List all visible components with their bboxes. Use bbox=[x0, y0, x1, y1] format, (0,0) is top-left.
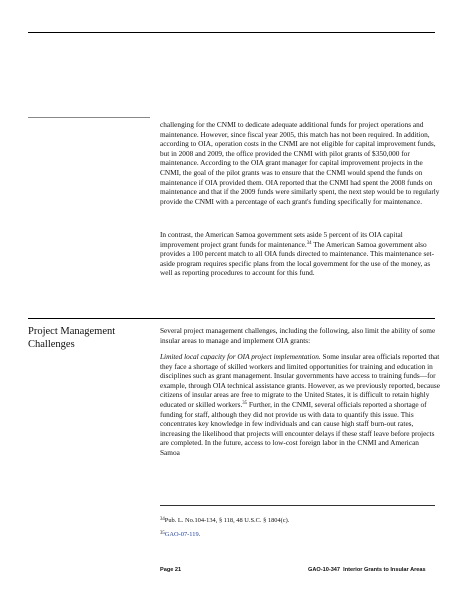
body-paragraph-2 bbox=[160, 230, 440, 286]
report-title: Interior Grants to Insular Areas bbox=[343, 567, 426, 573]
report-id: GAO-10-347 bbox=[308, 567, 341, 573]
footnote-number: 35 bbox=[160, 531, 165, 536]
page-number bbox=[160, 567, 181, 573]
paragraph-text: challenging for the CNMI to dedicate adequate additional funds for project operations and maintenance. However, since fiscal year 2005, this match has not been required. In addition, according to OIA, operation costs in the CNMI are not eligible for capital improvement funds, but in 2008 and 2009, the office provided the CNMI with pilot grants of $350,000 for maintenance. According to the OIA grant manager for capital improvement projects in the CNMI, the goal of the pilot grants was to ensure that the CNMI would spend the funds on maintenance if OIA provided them. OIA reported that the CNMI had spent the 2008 funds on maintenance and that if the 2009 funds were similarly spent, the next step would be to regularly provide the CNMI with a percentage of each grant's funding specifically for maintenance. bbox=[160, 120, 440, 206]
paragraph-text bbox=[160, 352, 440, 458]
paragraph-text-part: The American Samoa government also provides a 100 percent match to all OIA funds directed to maintenance. This maintenance set-aside program requires specific plans from the local government for the use of the money, as well as reporting procedures to account for this fund. bbox=[160, 239, 435, 278]
report-footer bbox=[308, 567, 426, 573]
paragraph-text bbox=[160, 230, 440, 278]
margin-rule bbox=[28, 117, 150, 118]
paragraph-text-part: Further, in the CNMI, several officials reported a shortage of funding for staff, although they did not provide us with data to quantify this issue. This concentrates key knowledge in few individuals and can cause high staff burn-out rates, increasing the likelihood that projects will encounter delays if these staff leave before projects are completed. In the future, access to low-cost foreign labor in the CNMI and American Samoa bbox=[160, 399, 435, 457]
paragraph-lead-italic: Limited local capacity for OIA project implementation. bbox=[160, 352, 321, 361]
body-paragraph-3 bbox=[160, 326, 440, 353]
body-paragraph-1 bbox=[160, 120, 440, 214]
paragraph-text-part: Some insular area officials reported that they face a shortage of skilled workers and limited opportunities for training and education in disciplines such as grant management. Insular governments have access to training funds—for example, through OIA technical assistance grants. However, as we previously reported, because citizens of insular areas are free to migrate to the United States, it is difficult to retain highly educated or skilled workers. bbox=[160, 352, 440, 409]
footnote-rule bbox=[160, 505, 435, 506]
footnote-reference[interactable]: 34 bbox=[306, 240, 312, 246]
body-paragraph-4 bbox=[160, 352, 440, 466]
top-rule bbox=[28, 32, 435, 33]
footnote-number: 34 bbox=[160, 517, 165, 522]
footnote-reference[interactable]: 35 bbox=[242, 400, 248, 406]
report-link[interactable]: GAO-07-119 bbox=[164, 531, 199, 538]
paragraph-text: Several project management challenges, including the following, also limit the ability of some insular areas to manage and implement OIA grants: bbox=[160, 326, 436, 345]
section-rule bbox=[28, 318, 435, 319]
footnote-text: Pub. L. No.104-134, § 118, 48 U.S.C. § 1804(c). bbox=[164, 517, 290, 524]
footnote-34 bbox=[160, 517, 289, 525]
footnote-text: . bbox=[198, 531, 201, 538]
paragraph-text-part: In contrast, the American Samoa government sets aside 5 percent of its OIA capital improvement project grant funds for maintenance. bbox=[160, 230, 403, 249]
footnote-35 bbox=[160, 531, 200, 539]
page-number-text: Page 21 bbox=[160, 567, 182, 573]
section-heading: Project Management Challenges bbox=[28, 326, 116, 350]
